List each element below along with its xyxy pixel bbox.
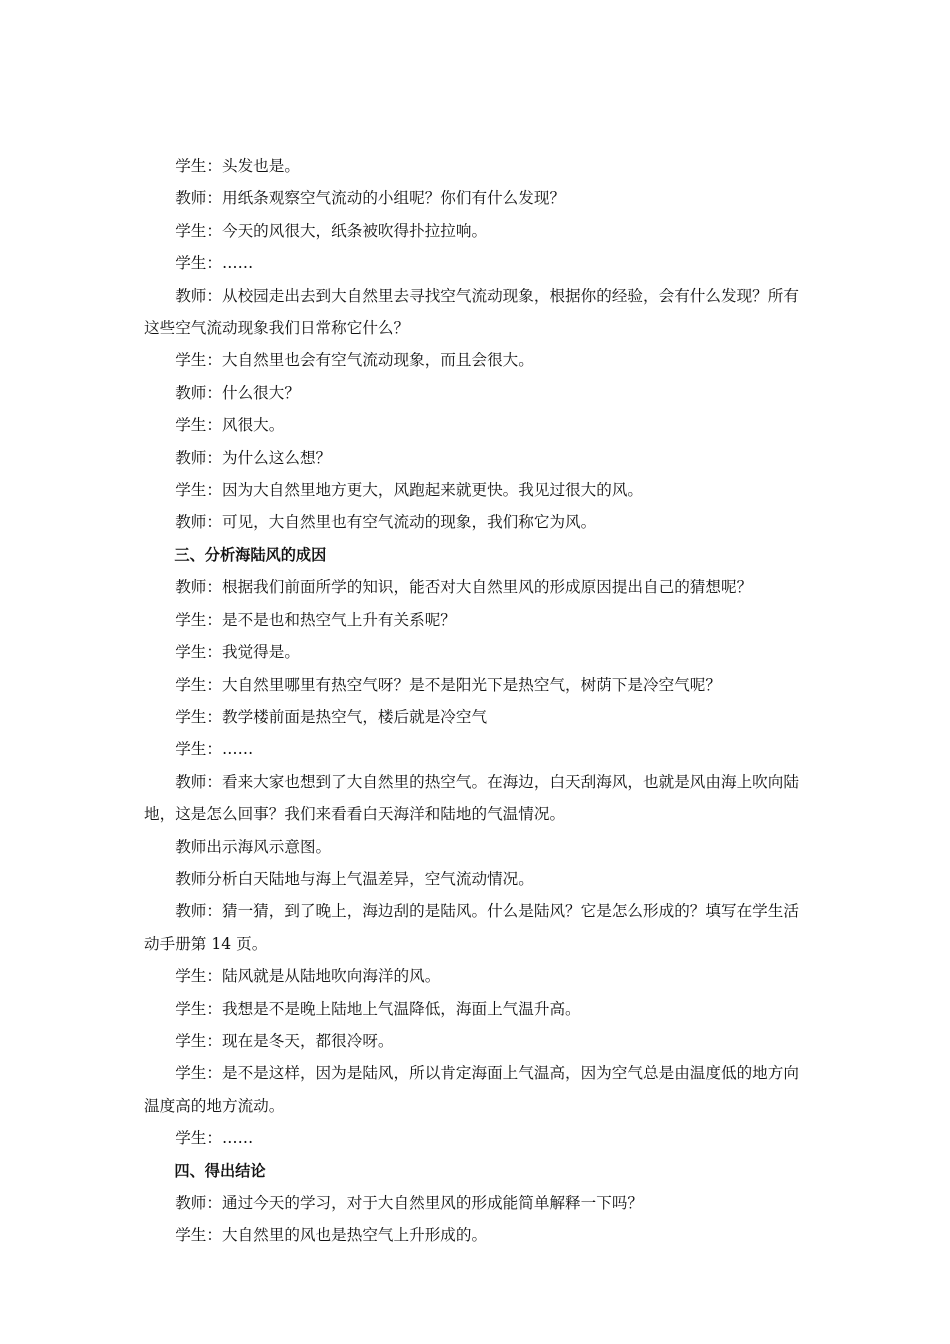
document-body (144, 150, 812, 1252)
dialogue-line: 教师：从校园走出去到大自然里去寻找空气流动现象，根据你的经验，会有什么发现？所有这些空气流动现象我们日常称它什么？ (144, 286, 799, 338)
section-heading: 四、得出结论 (174, 1161, 266, 1180)
dialogue-line: 学生：因为大自然里地方更大，风跑起来就更快。我见过很大的风。 (175, 481, 644, 500)
dialogue-line: 学生：陆风就是从陆地吹向海洋的风。 (175, 967, 441, 986)
dialogue-line: 教师分析白天陆地与海上气温差异，空气流动情况。 (175, 869, 534, 888)
dialogue-line: 学生：大自然里哪里有热空气呀？是不是阳光下是热空气，树荫下是冷空气呢？ (175, 675, 721, 694)
dialogue-line: 学生：我觉得是。 (175, 643, 300, 662)
dialogue-line: 学生：我想是不是晚上陆地上气温降低，海面上气温升高。 (175, 999, 581, 1018)
dialogue-line: 教师：什么很大？ (175, 383, 300, 402)
dialogue-line: 教师：为什么这么想？ (175, 448, 332, 467)
dialogue-line: 学生：今天的风很大，纸条被吹得扑拉拉响。 (175, 221, 488, 240)
dialogue-line: 学生：…… (175, 1129, 254, 1148)
dialogue-line: 学生：是不是这样，因为是陆风，所以肯定海面上气温高，因为空气总是由温度低的地方向温度高的地方流动。 (144, 1064, 799, 1115)
dialogue-line: 学生：风很大。 (175, 416, 285, 435)
dialogue-line: 教师出示海风示意图。 (175, 837, 332, 856)
dialogue-line: 学生：头发也是。 (175, 157, 300, 175)
dialogue-line: 教师：可见，大自然里也有空气流动的现象，我们称它为风。 (175, 513, 597, 532)
dialogue-line: 学生：是不是也和热空气上升有关系呢？ (175, 610, 456, 629)
dialogue-line: 学生：大自然里的风也是热空气上升形成的。 (175, 1226, 488, 1245)
dialogue-line: 教师：看来大家也想到了大自然里的热空气。在海边，白天刮海风，也就是风由海上吹向陆地，这是怎么回事？我们来看看白天海洋和陆地的气温情况。 (144, 772, 799, 824)
dialogue-line: 教师：猜一猜，到了晚上，海边刮的是陆风。什么是陆风？它是怎么形成的？填写在学生活动手册第 14 页。 (144, 902, 799, 953)
dialogue-line: 学生：大自然里也会有空气流动现象，而且会很大。 (175, 351, 534, 370)
dialogue-line: 教师：用纸条观察空气流动的小组呢？你们有什么发现？ (175, 189, 566, 208)
dialogue-line: 学生：…… (175, 740, 254, 759)
dialogue-line: 学生：现在是冬天，都很冷呀。 (175, 1031, 394, 1050)
dialogue-line: 教师：通过今天的学习，对于大自然里风的形成能简单解释一下吗？ (175, 1194, 644, 1212)
section-heading: 三、分析海陆风的成因 (174, 545, 327, 564)
dialogue-line: 教师：根据我们前面所学的知识，能否对大自然里风的形成原因提出自己的猜想呢？ (175, 578, 753, 597)
dialogue-line: 学生：教学楼前面是热空气，楼后就是冷空气 (175, 707, 488, 726)
dialogue-line: 学生：…… (175, 254, 254, 273)
